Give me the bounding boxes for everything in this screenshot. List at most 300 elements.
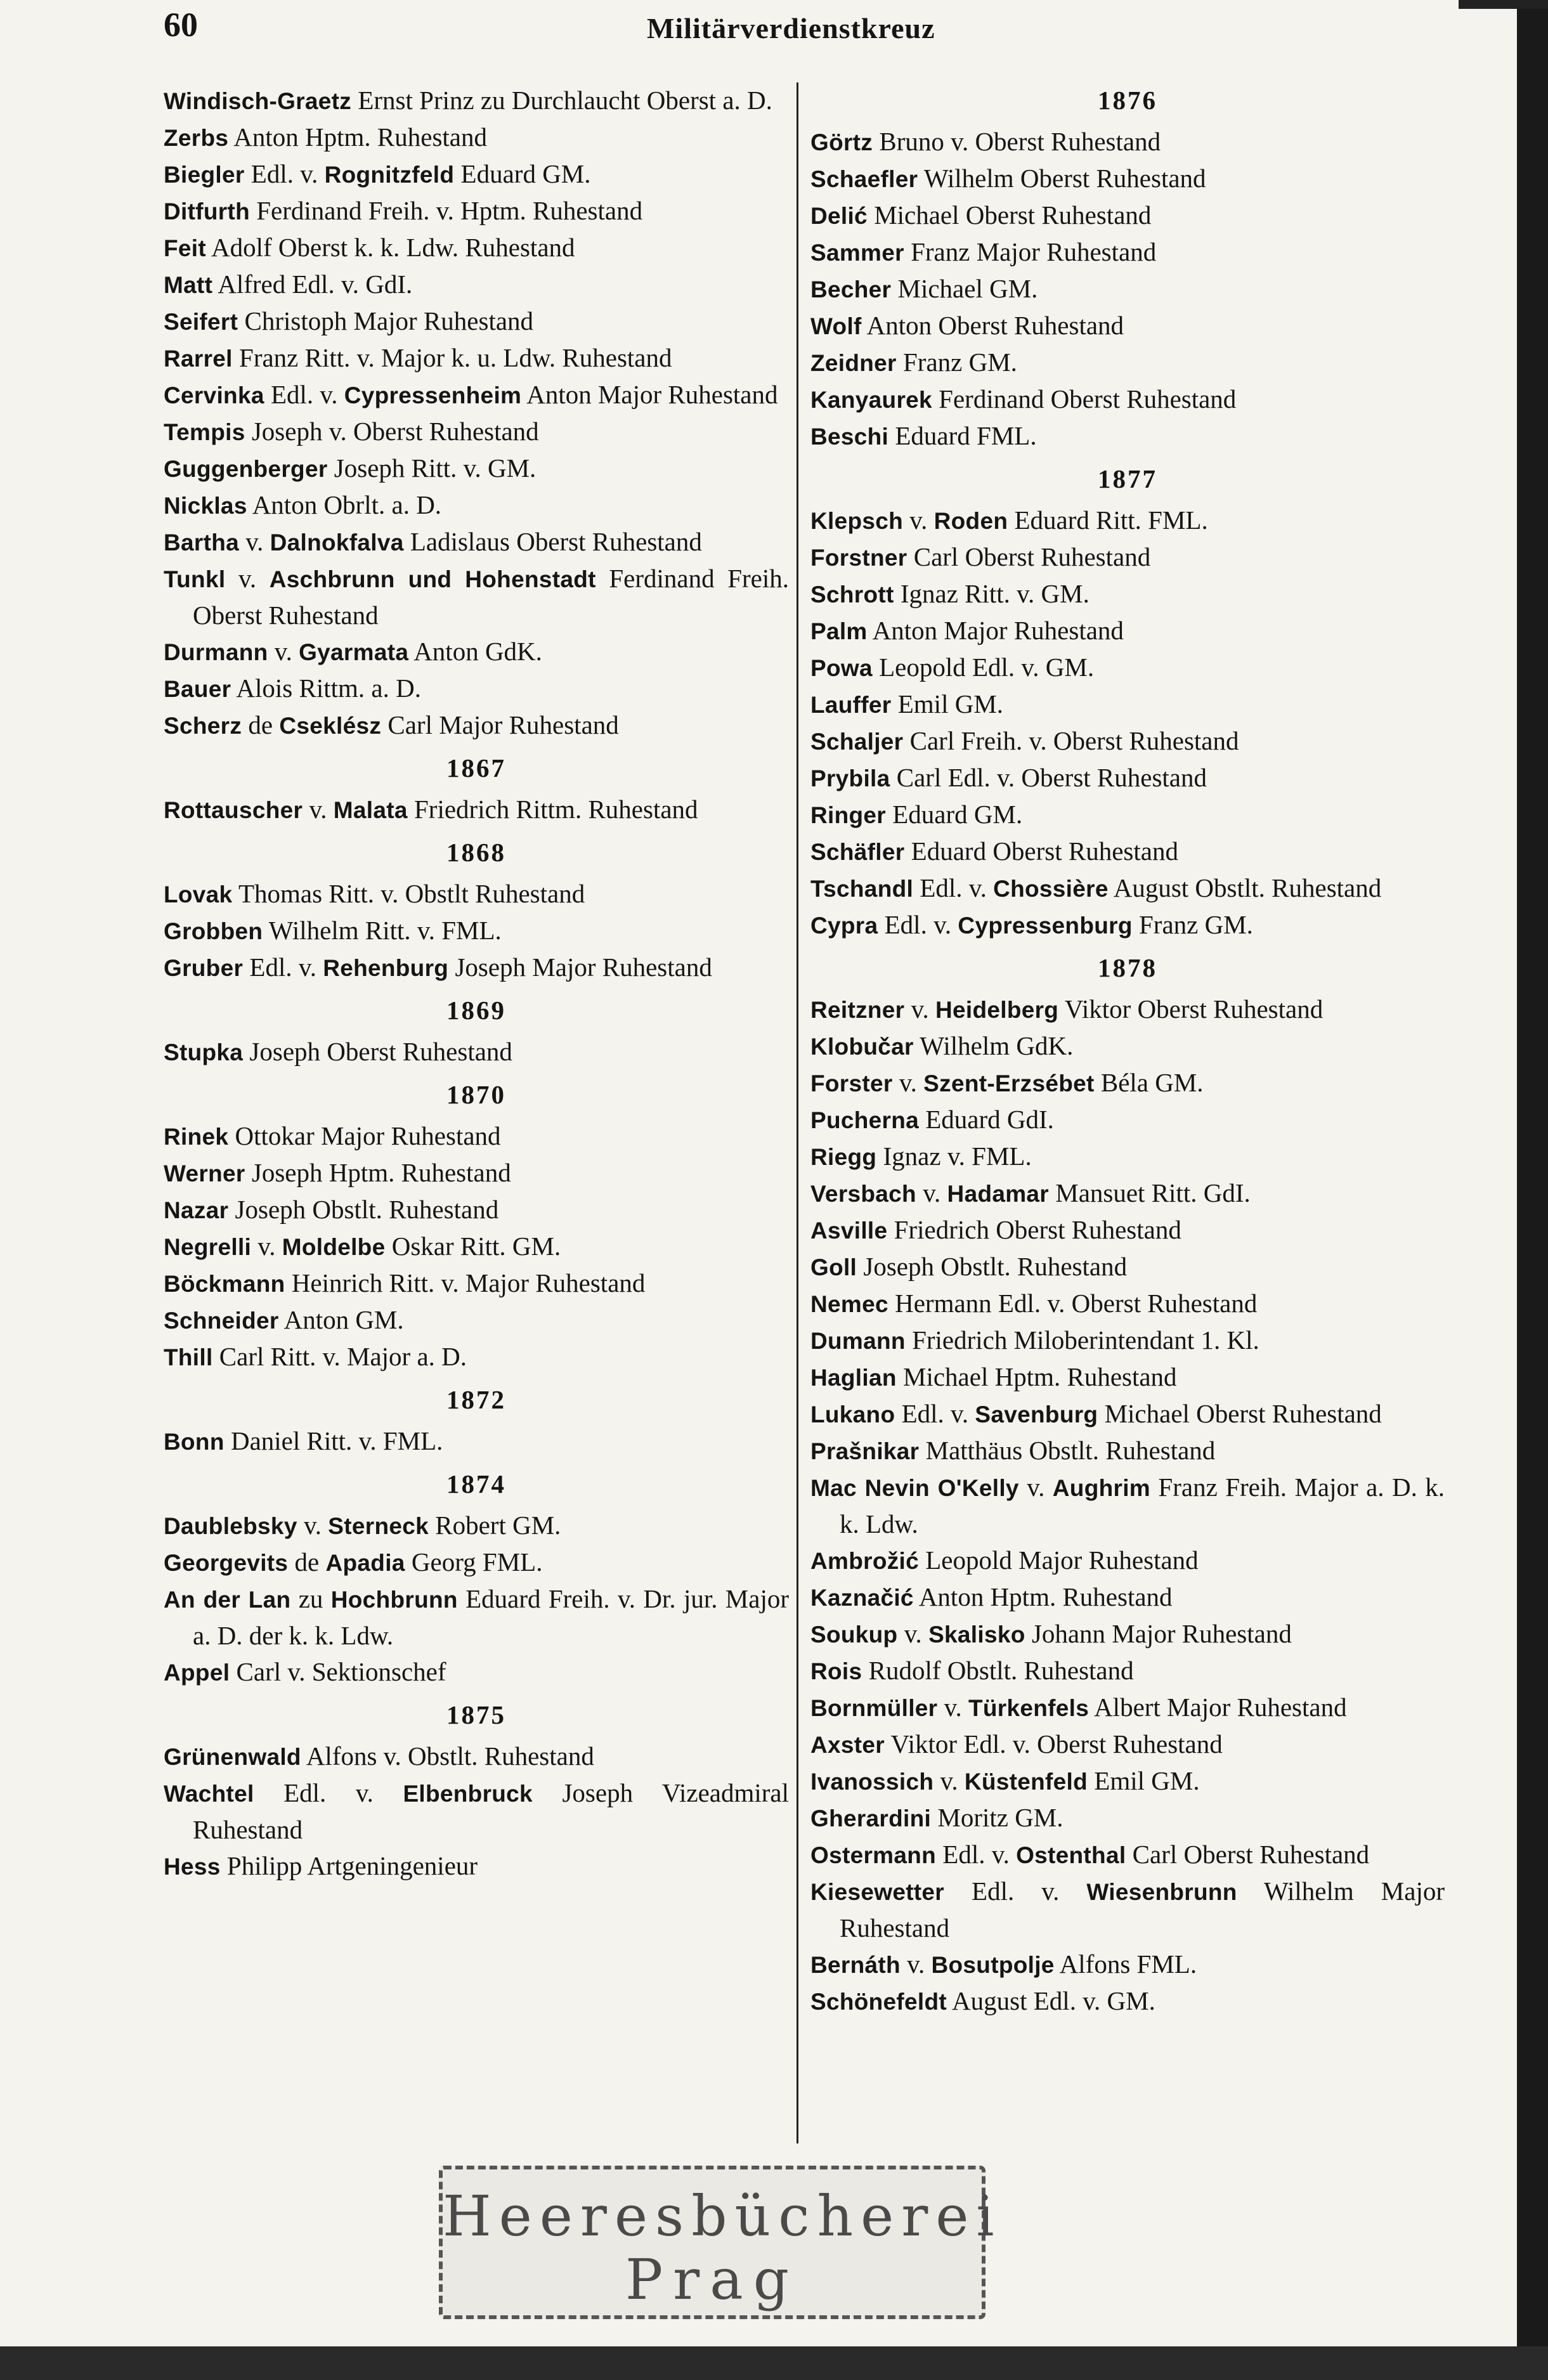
entry-surname: Werner xyxy=(164,1161,245,1187)
list-item xyxy=(164,670,789,707)
entry-predicate: Dalnokfalva xyxy=(270,530,404,556)
list-item xyxy=(810,723,1445,760)
list-item xyxy=(164,1423,789,1460)
entry-surname: Schneider xyxy=(164,1308,279,1334)
entry-text: Eduard Oberst Ruhestand xyxy=(911,836,1178,866)
entry-text: Eduard GdI. xyxy=(925,1105,1054,1134)
entry-text: Adolf Oberst k. k. Ldw. Ruhestand xyxy=(211,233,575,262)
entry-text: Franz Freih. Major a. D. k. k. Ldw. xyxy=(840,1473,1445,1538)
entry-text: Franz GM. xyxy=(1132,910,1253,939)
list-item xyxy=(810,613,1445,649)
list-item xyxy=(810,1469,1445,1542)
list-item xyxy=(810,1359,1445,1396)
entry-text: Emil GM. xyxy=(897,689,1004,719)
entry-surname: Goll xyxy=(810,1254,857,1280)
list-item xyxy=(810,907,1445,944)
entry-text: Thomas Ritt. v. Obstlt Ruhestand xyxy=(238,879,585,908)
scan-edge-bottom xyxy=(0,2346,1548,2380)
list-item xyxy=(164,1775,789,1848)
list-item xyxy=(164,876,789,913)
entry-surname: Wolf xyxy=(810,313,862,339)
entry-surname: Rarrel xyxy=(164,346,233,372)
list-item xyxy=(164,377,789,413)
list-item xyxy=(810,234,1445,271)
entry-text: Joseph Oberst Ruhestand xyxy=(249,1037,512,1066)
entry-text: v. xyxy=(923,1178,947,1207)
entry-text: v. xyxy=(245,527,270,556)
entry-surname: Windisch-Graetz xyxy=(164,88,352,114)
entry-text: zu xyxy=(298,1584,331,1613)
list-item xyxy=(164,1581,789,1654)
entry-text: Anton Hptm. Ruhestand xyxy=(233,122,487,152)
year-heading: 1876 xyxy=(1098,86,1157,115)
entry-text: Edl. v. xyxy=(249,953,323,982)
list-item xyxy=(810,1102,1445,1138)
entry-predicate: Elbenbruck xyxy=(403,1781,533,1807)
entry-text: Daniel Ritt. v. FML. xyxy=(230,1426,443,1455)
list-item xyxy=(810,1138,1445,1175)
list-item xyxy=(810,1322,1445,1359)
entry-surname: Cypra xyxy=(810,913,878,939)
entry-text: Eduard Ritt. FML. xyxy=(1008,505,1208,535)
entry-predicate: Roden xyxy=(933,508,1008,534)
list-item xyxy=(810,344,1445,381)
entry-text: v. xyxy=(899,1068,924,1097)
entry-text: Joseph Obstlt. Ruhestand xyxy=(863,1252,1128,1281)
entry-predicate: Aughrim xyxy=(1052,1475,1150,1501)
entry-surname: Biegler xyxy=(164,162,245,188)
list-item xyxy=(164,82,789,119)
entry-surname: Schaefler xyxy=(810,166,918,192)
entry-text: Friedrich Rittm. Ruhestand xyxy=(407,795,698,824)
entry-surname: Schönefeldt xyxy=(810,1989,947,2015)
entry-text: Michael Oberst Ruhestand xyxy=(874,200,1152,230)
entry-surname: Wachtel xyxy=(164,1781,254,1807)
entry-text: Carl Ritt. v. Major a. D. xyxy=(219,1342,467,1371)
entry-text: Carl Oberst Ruhestand xyxy=(1126,1840,1370,1869)
entry-surname: An der Lan xyxy=(164,1587,291,1613)
list-item xyxy=(810,1946,1445,1983)
entry-surname: Prybila xyxy=(810,765,890,791)
entry-text: Matthäus Obstlt. Ruhestand xyxy=(925,1436,1216,1465)
list-item xyxy=(164,1738,789,1775)
entry-surname: Ditfurth xyxy=(164,198,250,224)
entry-text: Anton Major Ruhestand xyxy=(872,616,1124,645)
list-item xyxy=(810,1175,1445,1212)
entry-text: Ernst Prinz zu Durchlaucht Oberst a. D. xyxy=(358,86,772,115)
entry-text: Franz GM. xyxy=(903,348,1017,377)
entry-text: Joseph v. Oberst Ruhestand xyxy=(251,417,539,446)
entry-surname: Schaljer xyxy=(810,729,904,755)
entry-surname: Powa xyxy=(810,655,873,681)
list-item xyxy=(810,1726,1445,1763)
entry-text: Christoph Major Ruhestand xyxy=(244,306,534,335)
entry-text: Béla GM. xyxy=(1094,1068,1204,1097)
list-item xyxy=(164,949,789,986)
list-item xyxy=(810,760,1445,797)
entry-text: v. xyxy=(940,1766,965,1795)
entry-predicate: Hadamar xyxy=(947,1181,1049,1207)
entry-predicate: Ostenthal xyxy=(1016,1842,1126,1868)
entry-surname: Ringer xyxy=(810,802,886,828)
entry-text: Friedrich Oberst Ruhestand xyxy=(894,1215,1181,1244)
entry-text: Joseph Major Ruhestand xyxy=(448,953,712,982)
scan-corner xyxy=(1459,0,1548,9)
year-heading: 1867 xyxy=(446,753,506,783)
entry-text: Alois Rittm. a. D. xyxy=(236,673,421,703)
entry-surname: Dumann xyxy=(810,1328,906,1354)
list-item xyxy=(810,124,1445,160)
entry-surname: Becher xyxy=(810,276,892,302)
list-item xyxy=(810,271,1445,308)
entry-surname: Asville xyxy=(810,1218,888,1244)
entry-surname: Görtz xyxy=(810,129,873,155)
entry-surname: Rois xyxy=(810,1658,862,1684)
entry-surname: Nemec xyxy=(810,1291,888,1317)
list-item xyxy=(810,308,1445,344)
entry-surname: Tempis xyxy=(164,419,245,445)
list-item xyxy=(810,1285,1445,1322)
entry-text: Eduard GM. xyxy=(454,159,591,188)
list-item xyxy=(810,1800,1445,1837)
entry-surname: Beschi xyxy=(810,424,889,450)
entry-surname: Lovak xyxy=(164,881,233,907)
entry-surname: Klepsch xyxy=(810,508,904,534)
entry-text: Friedrich Miloberintendant 1. Kl. xyxy=(912,1325,1259,1355)
list-item xyxy=(810,1433,1445,1469)
list-item xyxy=(810,1396,1445,1433)
entry-surname: Klobučar xyxy=(810,1034,914,1060)
entry-surname: Tschandl xyxy=(810,876,914,902)
entry-surname: Prašnikar xyxy=(810,1438,920,1464)
list-item xyxy=(810,502,1445,539)
entry-text: August Edl. v. GM. xyxy=(952,1986,1155,2015)
entry-surname: Thill xyxy=(164,1344,213,1370)
entry-predicate: Rehenburg xyxy=(323,955,449,981)
entry-text: Michael Hptm. Ruhestand xyxy=(903,1362,1177,1391)
entry-surname: Pucherna xyxy=(810,1107,920,1133)
list-item xyxy=(164,1192,789,1228)
entry-text: Anton GM. xyxy=(283,1305,404,1334)
left-column xyxy=(164,82,789,1885)
list-item xyxy=(810,1065,1445,1102)
entry-text: Alfons v. Obstlt. Ruhestand xyxy=(306,1741,594,1771)
entry-predicate: Savenburg xyxy=(975,1401,1098,1427)
entry-surname: Grobben xyxy=(164,918,263,944)
list-item xyxy=(164,1155,789,1192)
entry-text: v. xyxy=(274,637,299,666)
entry-text: Ferdinand Oberst Ruhestand xyxy=(939,384,1237,413)
entry-predicate: Malata xyxy=(333,797,408,823)
year-heading: 1874 xyxy=(446,1469,506,1499)
entry-surname: Axster xyxy=(810,1732,885,1758)
entry-surname: Zerbs xyxy=(164,125,229,151)
list-item xyxy=(810,1689,1445,1726)
entry-text: v. xyxy=(907,1949,932,1979)
entry-surname: Stupka xyxy=(164,1039,244,1065)
list-item xyxy=(164,119,789,156)
entry-surname: Schäfler xyxy=(810,839,905,865)
entry-surname: Kaznačić xyxy=(810,1585,914,1611)
entry-surname: Bartha xyxy=(164,530,239,556)
entry-surname: Ambrožić xyxy=(810,1548,919,1574)
list-item xyxy=(810,160,1445,197)
list-item xyxy=(810,576,1445,613)
entry-predicate: Skalisko xyxy=(928,1622,1025,1648)
entry-text: Viktor Oberst Ruhestand xyxy=(1058,994,1324,1024)
list-item xyxy=(810,649,1445,686)
entry-text: Edl. v. xyxy=(972,1876,1087,1906)
list-item xyxy=(810,1616,1445,1653)
entry-text: Philipp Artgeningenieur xyxy=(226,1851,478,1880)
entry-text: v. xyxy=(904,1619,929,1648)
entry-text: Wilhelm GdK. xyxy=(920,1031,1074,1060)
entry-text: v. xyxy=(238,564,270,593)
entry-text: de xyxy=(248,710,280,739)
entry-predicate: Gyarmata xyxy=(299,639,409,665)
list-item xyxy=(810,1249,1445,1285)
list-item xyxy=(810,1763,1445,1800)
entry-surname: Scherz xyxy=(164,713,242,739)
entry-text: Georg FML. xyxy=(405,1547,543,1577)
entry-text: Heinrich Ritt. v. Major Ruhestand xyxy=(291,1268,646,1297)
entry-text: Anton Hptm. Ruhestand xyxy=(918,1582,1173,1611)
entry-text: Anton Obrlt. a. D. xyxy=(252,490,442,519)
entry-text: Leopold Edl. v. GM. xyxy=(879,653,1095,682)
entry-surname: Mac Nevin O'Kelly xyxy=(810,1475,1019,1501)
entry-surname: Grünenwald xyxy=(164,1744,301,1770)
entry-surname: Durmann xyxy=(164,639,268,665)
entry-text: Carl v. Sektionschef xyxy=(236,1657,446,1686)
entry-surname: Rinek xyxy=(164,1124,229,1150)
year-heading: 1878 xyxy=(1098,953,1157,982)
entry-surname: Ivanossich xyxy=(810,1769,934,1795)
list-item xyxy=(810,1873,1445,1946)
list-item xyxy=(164,230,789,266)
entry-text: v. xyxy=(309,795,334,824)
entry-text: Wilhelm Major Ruhestand xyxy=(840,1876,1445,1942)
list-item xyxy=(810,870,1445,907)
entry-text: August Obstlt. Ruhestand xyxy=(1108,873,1382,902)
entry-surname: Bauer xyxy=(164,676,231,702)
list-item xyxy=(164,1848,789,1885)
entry-predicate: Rognitzfeld xyxy=(324,162,455,188)
entry-surname: Zeidner xyxy=(810,350,897,376)
entry-text: Michael GM. xyxy=(897,274,1038,303)
entry-text: Franz Major Ruhestand xyxy=(911,237,1157,266)
entry-surname: Lauffer xyxy=(810,692,892,718)
entry-surname: Seifert xyxy=(164,309,238,335)
entry-text: Leopold Major Ruhestand xyxy=(925,1545,1199,1575)
entry-surname: Matt xyxy=(164,272,213,298)
entry-text: Ignaz Ritt. v. GM. xyxy=(900,579,1089,608)
entry-predicate: Türkenfels xyxy=(968,1695,1089,1721)
entry-surname: Feit xyxy=(164,235,206,261)
list-item xyxy=(164,266,789,303)
entry-surname: Forster xyxy=(810,1070,893,1096)
entry-surname: Sammer xyxy=(810,240,904,266)
year-heading: 1875 xyxy=(446,1700,506,1729)
entry-text: Edl. v. xyxy=(250,159,325,188)
list-item xyxy=(164,1302,789,1339)
entry-text: Edl. v. xyxy=(901,1399,975,1428)
entry-surname: Gherardini xyxy=(810,1805,932,1831)
list-item xyxy=(164,791,789,828)
column-divider xyxy=(797,82,798,2143)
entry-surname: Appel xyxy=(164,1660,230,1686)
list-item xyxy=(810,991,1445,1028)
entry-text: Eduard Freih. v. Dr. jur. Major a. D. der k. k. Ldw. xyxy=(193,1584,789,1650)
entry-predicate: Bosutpolje xyxy=(931,1952,1055,1978)
entry-text: v. xyxy=(303,1511,328,1540)
list-item xyxy=(810,539,1445,576)
entry-text: Edl. v. xyxy=(884,910,958,939)
entry-predicate: Wiesenbrunn xyxy=(1086,1879,1237,1905)
entry-predicate: Cypressenheim xyxy=(344,382,522,408)
entry-predicate: Sterneck xyxy=(328,1513,429,1539)
list-item xyxy=(810,1028,1445,1065)
entry-predicate: Cypressenburg xyxy=(958,913,1133,939)
entry-text: Franz Ritt. v. Major k. u. Ldw. Ruhestand xyxy=(239,343,672,372)
entry-text: Edl. v. xyxy=(920,873,994,902)
entry-predicate: Küstenfeld xyxy=(964,1769,1088,1795)
list-item xyxy=(810,381,1445,418)
entry-surname: Cervinka xyxy=(164,382,264,408)
entry-text: Carl Freih. v. Oberst Ruhestand xyxy=(909,726,1239,755)
entry-text: v. xyxy=(911,994,935,1024)
year-heading: 1868 xyxy=(446,838,506,867)
year-heading: 1869 xyxy=(446,996,506,1025)
stamp-line-1: Heeresbücherei xyxy=(443,2183,1002,2249)
entry-surname: Lukano xyxy=(810,1401,895,1427)
entry-text: Emil GM. xyxy=(1088,1766,1200,1795)
entry-surname: Daublebsky xyxy=(164,1513,297,1539)
entry-surname: Bonn xyxy=(164,1429,224,1455)
list-item xyxy=(164,1544,789,1581)
entry-predicate: Cseklész xyxy=(279,713,382,739)
entry-surname: Böckmann xyxy=(164,1271,285,1297)
entry-text: Ferdinand Freih. v. Hptm. Ruhestand xyxy=(256,196,643,225)
list-item xyxy=(164,1118,789,1155)
entry-surname: Riegg xyxy=(810,1144,877,1170)
entry-text: Ladislaus Oberst Ruhestand xyxy=(403,527,702,556)
entry-text: Ottokar Major Ruhestand xyxy=(235,1121,501,1150)
entry-surname: Nicklas xyxy=(164,493,247,519)
list-item xyxy=(164,913,789,949)
entry-text: Alfred Edl. v. GdI. xyxy=(218,270,413,299)
entry-text: Michael Oberst Ruhestand xyxy=(1098,1399,1382,1428)
list-item xyxy=(164,1654,789,1691)
entry-predicate: Szent-Erzsébet xyxy=(923,1070,1095,1096)
entry-predicate: Chossière xyxy=(993,876,1109,902)
entry-surname: Versbach xyxy=(810,1181,916,1207)
entry-surname: Soukup xyxy=(810,1622,898,1648)
entry-text: Edl. v. xyxy=(270,380,344,409)
list-item xyxy=(810,1837,1445,1873)
entry-text: Edl. v. xyxy=(283,1778,403,1807)
entry-surname: Kiesewetter xyxy=(810,1879,945,1905)
list-item xyxy=(164,413,789,450)
entry-surname: Palm xyxy=(810,618,868,644)
page-number: 60 xyxy=(164,6,198,44)
entry-text: Wilhelm Oberst Ruhestand xyxy=(923,164,1206,193)
entry-surname: Rottauscher xyxy=(164,797,303,823)
library-stamp xyxy=(439,2166,1002,2319)
entry-surname: Tunkl xyxy=(164,566,226,592)
list-item xyxy=(164,1265,789,1302)
page-title: Militärverdienstkreuz xyxy=(647,12,935,44)
entry-predicate: Apadia xyxy=(325,1550,405,1576)
entry-text: Joseph Vizeadmiral Ruhestand xyxy=(193,1778,789,1844)
entry-surname: Nazar xyxy=(164,1197,229,1223)
entry-text: Ignaz v. FML. xyxy=(883,1141,1032,1171)
entry-text: Hermann Edl. v. Oberst Ruhestand xyxy=(895,1289,1258,1318)
entry-text: Robert GM. xyxy=(429,1511,561,1540)
entry-text: v. xyxy=(257,1232,282,1261)
entry-predicate: Heidelberg xyxy=(935,997,1059,1023)
entry-text: v. xyxy=(1027,1473,1053,1502)
entry-text: Anton GdK. xyxy=(408,637,542,666)
scan-edge-right xyxy=(1517,0,1548,2380)
list-item xyxy=(810,1983,1445,2020)
entry-text: v. xyxy=(909,505,934,535)
entry-text: Carl Major Ruhestand xyxy=(381,710,619,739)
entry-text: Carl Edl. v. Oberst Ruhestand xyxy=(896,763,1207,792)
entry-text: Joseph Ritt. v. GM. xyxy=(334,453,537,483)
list-item xyxy=(164,487,789,524)
entry-text: Anton Major Ruhestand xyxy=(521,380,778,409)
entry-surname: Negrelli xyxy=(164,1234,252,1260)
list-item xyxy=(810,1542,1445,1579)
list-item xyxy=(164,303,789,340)
entry-text: Moritz GM. xyxy=(937,1803,1063,1832)
year-heading: 1870 xyxy=(446,1080,506,1109)
entry-text: v. xyxy=(944,1693,968,1722)
entry-text: Carl Oberst Ruhestand xyxy=(913,542,1151,571)
list-item xyxy=(810,418,1445,455)
entry-text: Wilhelm Ritt. v. FML. xyxy=(268,916,502,945)
entry-text: Ferdinand Freih. Oberst Ruhestand xyxy=(193,564,790,630)
entry-text: Eduard GM. xyxy=(892,800,1023,829)
list-item xyxy=(164,1034,789,1070)
entry-surname: Georgevits xyxy=(164,1550,289,1576)
right-column xyxy=(810,82,1445,2020)
list-item xyxy=(810,1653,1445,1689)
entry-text: Bruno v. Oberst Ruhestand xyxy=(879,127,1161,156)
list-item xyxy=(164,561,789,634)
list-item xyxy=(810,686,1445,723)
entry-text: Oskar Ritt. GM. xyxy=(385,1232,561,1261)
list-item xyxy=(164,634,789,670)
year-heading: 1877 xyxy=(1098,464,1157,493)
entry-surname: Reitzner xyxy=(810,997,905,1023)
list-item xyxy=(164,707,789,744)
list-item xyxy=(164,156,789,193)
entry-text: Joseph Obstlt. Ruhestand xyxy=(235,1195,499,1224)
entry-predicate: Moldelbe xyxy=(282,1234,386,1260)
list-item xyxy=(164,193,789,230)
entry-text: Rudolf Obstlt. Ruhestand xyxy=(868,1656,1134,1685)
entry-text: Joseph Hptm. Ruhestand xyxy=(251,1158,511,1187)
entry-text: Anton Oberst Ruhestand xyxy=(866,311,1124,340)
list-item xyxy=(810,833,1445,870)
entry-predicate: Aschbrunn und Hohenstadt xyxy=(269,566,596,592)
year-heading: 1872 xyxy=(446,1385,506,1414)
entry-surname: Ostermann xyxy=(810,1842,937,1868)
list-item xyxy=(164,1507,789,1544)
list-item xyxy=(164,1228,789,1265)
entry-surname: Delić xyxy=(810,203,868,229)
